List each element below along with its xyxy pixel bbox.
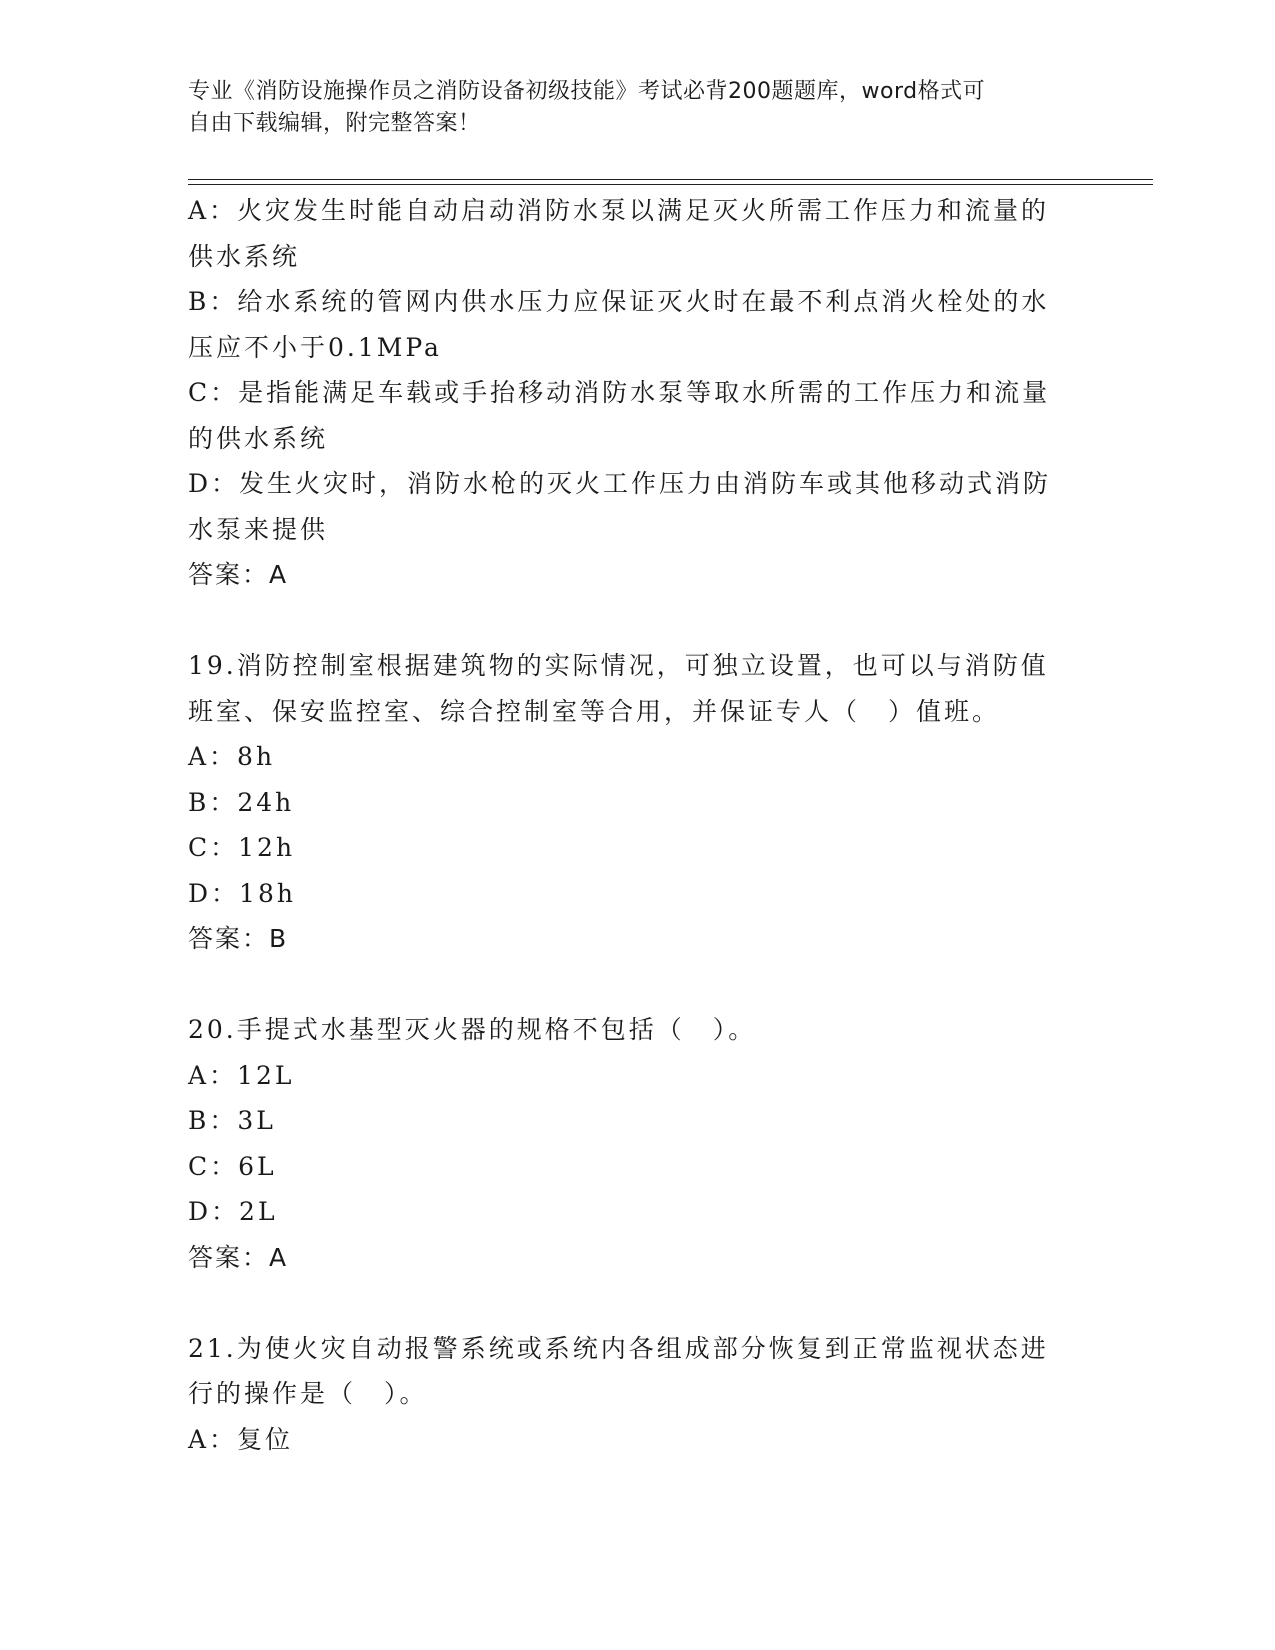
header-title-line-2: 自由下载编辑，附完整答案！ xyxy=(188,111,481,136)
q18-option-c-line-2: 的供水系统 xyxy=(188,423,329,453)
q19-option-c: C：12h xyxy=(188,833,296,862)
q19-question-line-2: 班室、保安监控室、综合控制室等合用，并保证专人（ ）值班。 xyxy=(188,696,1001,726)
q20-option-b: B：3L xyxy=(188,1106,276,1135)
header-title-line-1: 专业《消防设施操作员之消防设备初级技能》考试必背200题题库，word格式可 xyxy=(188,79,986,104)
q19-option-b: B：24h xyxy=(188,787,295,817)
q18-option-d-line-1: D：发生火灾时，消防水枪的灭火工作压力由消防车或其他移动式消防 xyxy=(188,469,1052,498)
header-divider-bottom xyxy=(188,184,1153,185)
spacer xyxy=(188,598,1088,644)
q20-answer: 答案：A xyxy=(188,1242,289,1272)
q21-question-line-2: 行的操作是（ ）。 xyxy=(188,1379,428,1408)
q18-option-a-line-1: A：火灾发生时能自动启动消防水泵以满足灭火所需工作压力和流量的 xyxy=(188,196,1050,225)
q21-option-a: A：复位 xyxy=(188,1424,294,1454)
question-20 xyxy=(188,1007,1088,1280)
q19-answer: 答案：B xyxy=(188,924,289,953)
header-divider-top xyxy=(188,179,1153,180)
q18-option-a-line-2: 供水系统 xyxy=(188,241,301,271)
question-18 xyxy=(188,188,1088,598)
q21-question-line-1: 21.为使火灾自动报警系统或系统内各组成部分恢复到正常监视状态进 xyxy=(188,1333,1049,1363)
question-19 xyxy=(188,643,1088,962)
question-21 xyxy=(188,1326,1088,1463)
q18-option-c-line-1: C：是指能满足车载或手抬移动消防水泵等取水所需的工作压力和流量 xyxy=(188,378,1051,407)
q18-option-b-line-1: B：给水系统的管网内供水压力应保证灭火时在最不利点消火栓处的水 xyxy=(188,287,1050,316)
q18-answer: 答案：A xyxy=(188,560,289,589)
q19-option-a: A：8h xyxy=(188,742,276,771)
q18-option-b-line-2: 压应不小于0.1MPa xyxy=(188,332,442,362)
q20-question: 20.手提式水基型灭火器的规格不包括（ ）。 xyxy=(188,1015,757,1044)
q20-option-d: D：2L xyxy=(188,1197,278,1226)
question-list xyxy=(188,188,1088,1462)
q20-option-c: C：6L xyxy=(188,1151,277,1181)
q18-option-d-line-2: 水泵来提供 xyxy=(188,514,329,544)
q19-question-line-1: 19.消防控制室根据建筑物的实际情况，可独立设置，也可以与消防值 xyxy=(188,651,1049,680)
spacer xyxy=(188,1280,1088,1326)
q20-option-a: A：12L xyxy=(188,1060,295,1090)
spacer xyxy=(188,962,1088,1008)
q19-option-d: D：18h xyxy=(188,878,296,908)
page-header xyxy=(188,76,1068,140)
